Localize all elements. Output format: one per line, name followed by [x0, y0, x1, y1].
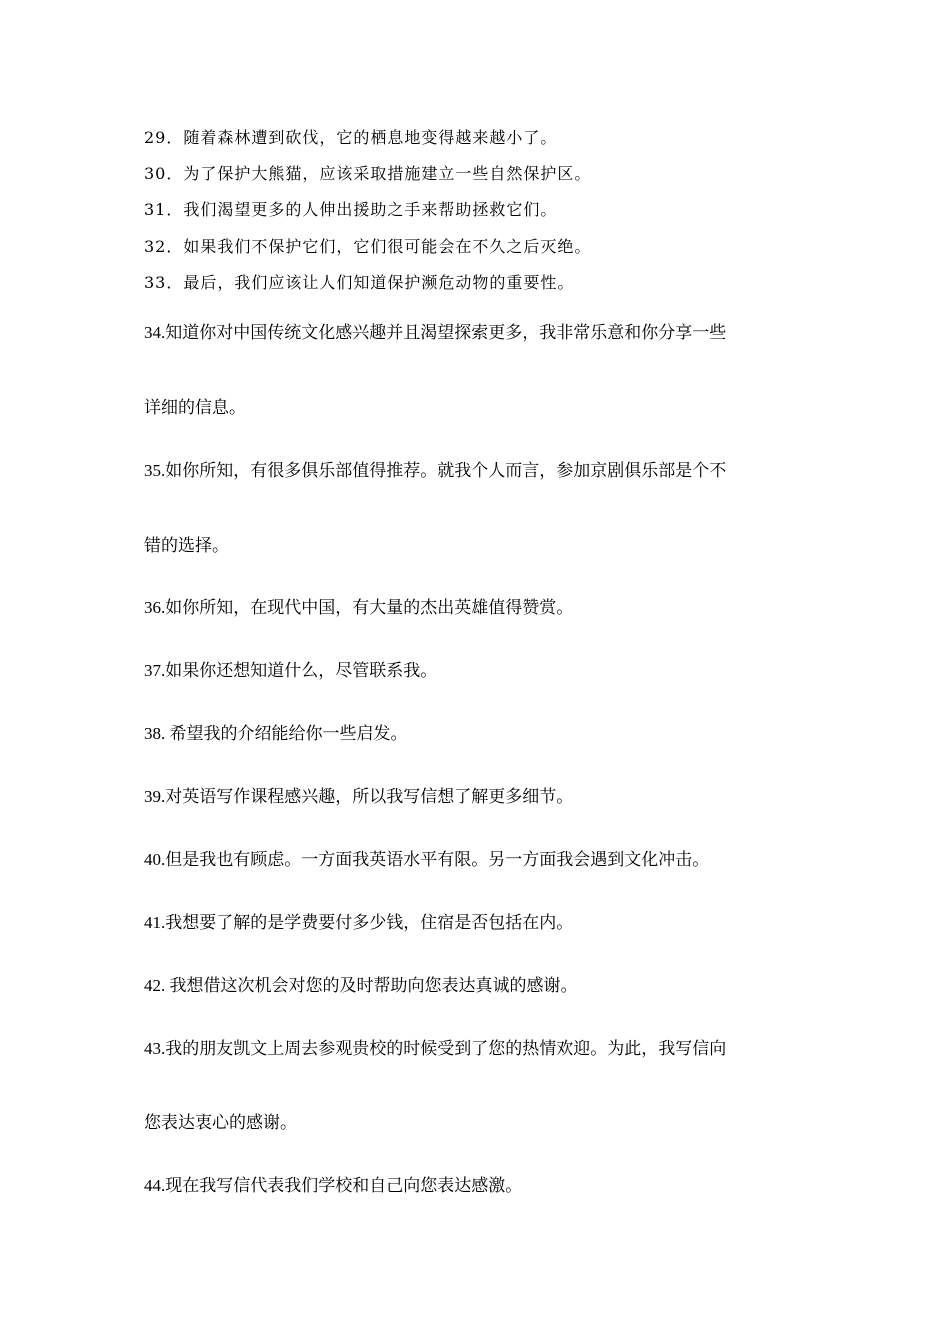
- sentence-41: 41.我想要了解的是学费要付多少钱，住宿是否包括在内。: [144, 913, 574, 932]
- sentence-38: 38. 希望我的介绍能给你一些启发。: [144, 724, 408, 743]
- sentence-35-line-1: 35.如你所知，有很多俱乐部值得推荐。就我个人而言，参加京剧俱乐部是个不: [144, 461, 727, 480]
- sentence-35-line-2: 错的选择。: [144, 536, 229, 555]
- sentence-40: 40.但是我也有顾虑。一方面我英语水平有限。另一方面我会遇到文化冲击。: [144, 850, 710, 869]
- sentence-29: 29．随着森林遭到砍伐，它的栖息地变得越来越小了。: [144, 128, 558, 147]
- sentence-37: 37.如果你还想知道什么，尽管联系我。: [144, 661, 438, 680]
- sentence-31: 31．我们渴望更多的人伸出援助之手来帮助拯救它们。: [144, 200, 558, 219]
- sentence-43-line-1: 43.我的朋友凯文上周去参观贵校的时候受到了您的热情欢迎。为此，我写信向: [144, 1039, 727, 1058]
- sentence-39: 39.对英语写作课程感兴趣，所以我写信想了解更多细节。: [144, 787, 574, 806]
- sentence-32: 32．如果我们不保护它们，它们很可能会在不久之后灭绝。: [144, 237, 592, 256]
- sentence-30: 30．为了保护大熊猫，应该采取措施建立一些自然保护区。: [144, 164, 592, 183]
- sentence-43-line-2: 您表达衷心的感谢。: [144, 1113, 297, 1132]
- sentence-42: 42. 我想借这次机会对您的及时帮助向您表达真诚的感谢。: [144, 976, 578, 995]
- sentence-34-line-1: 34.知道你对中国传统文化感兴趣并且渴望探索更多，我非常乐意和你分享一些: [144, 323, 727, 342]
- sentence-44: 44.现在我写信代表我们学校和自己向您表达感激。: [144, 1176, 523, 1195]
- sentence-36: 36.如你所知，在现代中国，有大量的杰出英雄值得赞赏。: [144, 598, 574, 617]
- sentence-34-line-2: 详细的信息。: [144, 398, 246, 417]
- sentence-33: 33．最后，我们应该让人们知道保护濒危动物的重要性。: [144, 273, 575, 292]
